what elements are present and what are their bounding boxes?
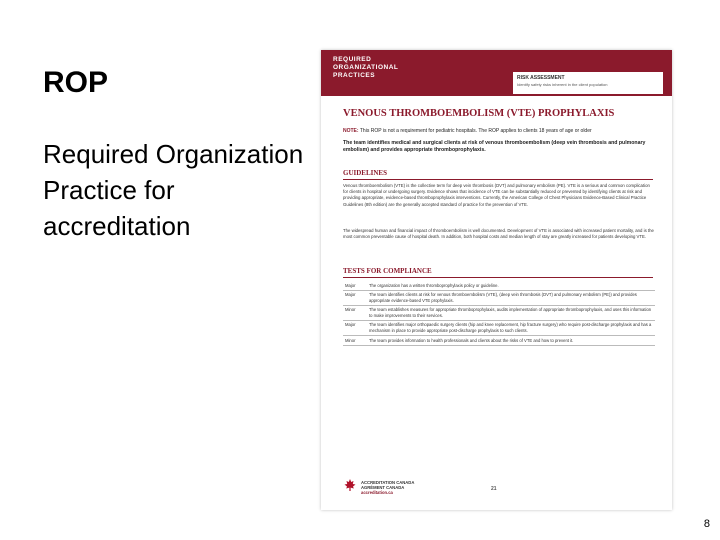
footer-org-line: ACCREDITATION CANADA (361, 480, 415, 485)
table-row (343, 305, 655, 320)
guidelines-heading: GUIDELINES (343, 169, 387, 177)
guidelines-paragraph-2: The widespread human and financial impact of thromboembolism is well documented. Development of VTE is associated with increased patient mortality, and is the most common preventable cause of hospital death. In addition, both hospital costs and median length of stay are greatly increased for patients developing VTE. (343, 228, 654, 240)
table-row (343, 290, 655, 305)
document-page-number: 21 (491, 486, 497, 492)
test-text: The team identifies major orthopaedic surgery clients (hip and knee replacement, hip fracture surgery) who require post-discharge prophylaxis and has a mechanism in place to provide appropriate post-discharge prophylaxis to such clients. (367, 320, 655, 335)
note (343, 128, 663, 134)
test-level: Major (343, 290, 367, 305)
test-level: Major (343, 320, 367, 335)
test-text: The organization has a written thromboprophylaxis policy or guideline. (367, 281, 655, 290)
footer-org-line: AGRÉMENT CANADA (361, 485, 405, 490)
footer-url: accreditation.ca (361, 490, 393, 495)
guidelines-paragraph-1: Venous thromboembolism (VTE) is the collective term for deep vein thrombosis (DVT) and pulmonary embolism (PE). VTE is a serious and common complication for clients in hospital or undergoing surgery. Evidence shows that incidence of VTE can be substantially reduced or prevented by identifying clients at risk and providing appropriate, evidence-based thromboprophylaxis interventions. Currently, the American College of Chest Physicians Evidence-Based Clinical Practice Guidelines (8th edition) are the generally accepted standard of practice for the prevention of VTE. (343, 183, 650, 207)
slide-number: 8 (703, 518, 710, 530)
banner-title-line: ORGANIZATIONAL (333, 64, 399, 71)
banner-goal: Identify safety risks inherent in the client population (517, 82, 608, 87)
banner-title-line: PRACTICES (333, 72, 376, 79)
slide-subtitle: Required Organization Practice for accreditation (43, 139, 304, 241)
test-text: The team provides information to health professionals and clients about the risks of VTE and how to prevent it. (367, 336, 655, 346)
tests-heading: TESTS FOR COMPLIANCE (343, 267, 432, 275)
banner-title (333, 56, 398, 80)
guidelines-rule (343, 179, 653, 180)
note-text: This ROP is not a requirement for pediatric hospitals. The ROP applies to clients 18 years of age or older (359, 128, 592, 134)
slide-title: ROP (43, 66, 109, 99)
test-text: The team establishes measures for appropriate thromboprophylaxis, audits implementation of appropriate thromboprophylaxis, and uses this information to make improvements to their services. (367, 305, 655, 320)
footer-org (361, 480, 414, 495)
table-row (343, 336, 655, 346)
compliance-table (343, 281, 655, 346)
rop-document-image (321, 50, 672, 510)
document-banner (321, 50, 672, 96)
test-level: Minor (343, 305, 367, 320)
note-label: NOTE: (343, 128, 359, 134)
tests-rule (343, 277, 653, 278)
test-level: Minor (343, 336, 367, 346)
maple-leaf-logo-icon (343, 478, 357, 492)
table-row (343, 320, 655, 335)
test-text: The team identifies clients at risk for venous thromboembolism (VTE), (deep vein thrombosis (DVT) and pulmonary embolism (PE)) and provides appropriate evidence-based VTE prophylaxis. (367, 290, 655, 305)
goal-statement: The team identifies medical and surgical clients at risk of venous thromboembolism (deep vein thrombosis and pulmonary embolism) and provides appropriate thromboprophylaxis. (343, 140, 646, 153)
document-title: VENOUS THROMBOEMBOLISM (VTE) PROPHYLAXIS (343, 108, 615, 119)
table-row (343, 281, 655, 290)
banner-section: RISK ASSESSMENT (517, 75, 565, 81)
banner-title-line: REQUIRED (333, 56, 372, 63)
banner-section-box (513, 72, 663, 94)
test-level: Major (343, 281, 367, 290)
